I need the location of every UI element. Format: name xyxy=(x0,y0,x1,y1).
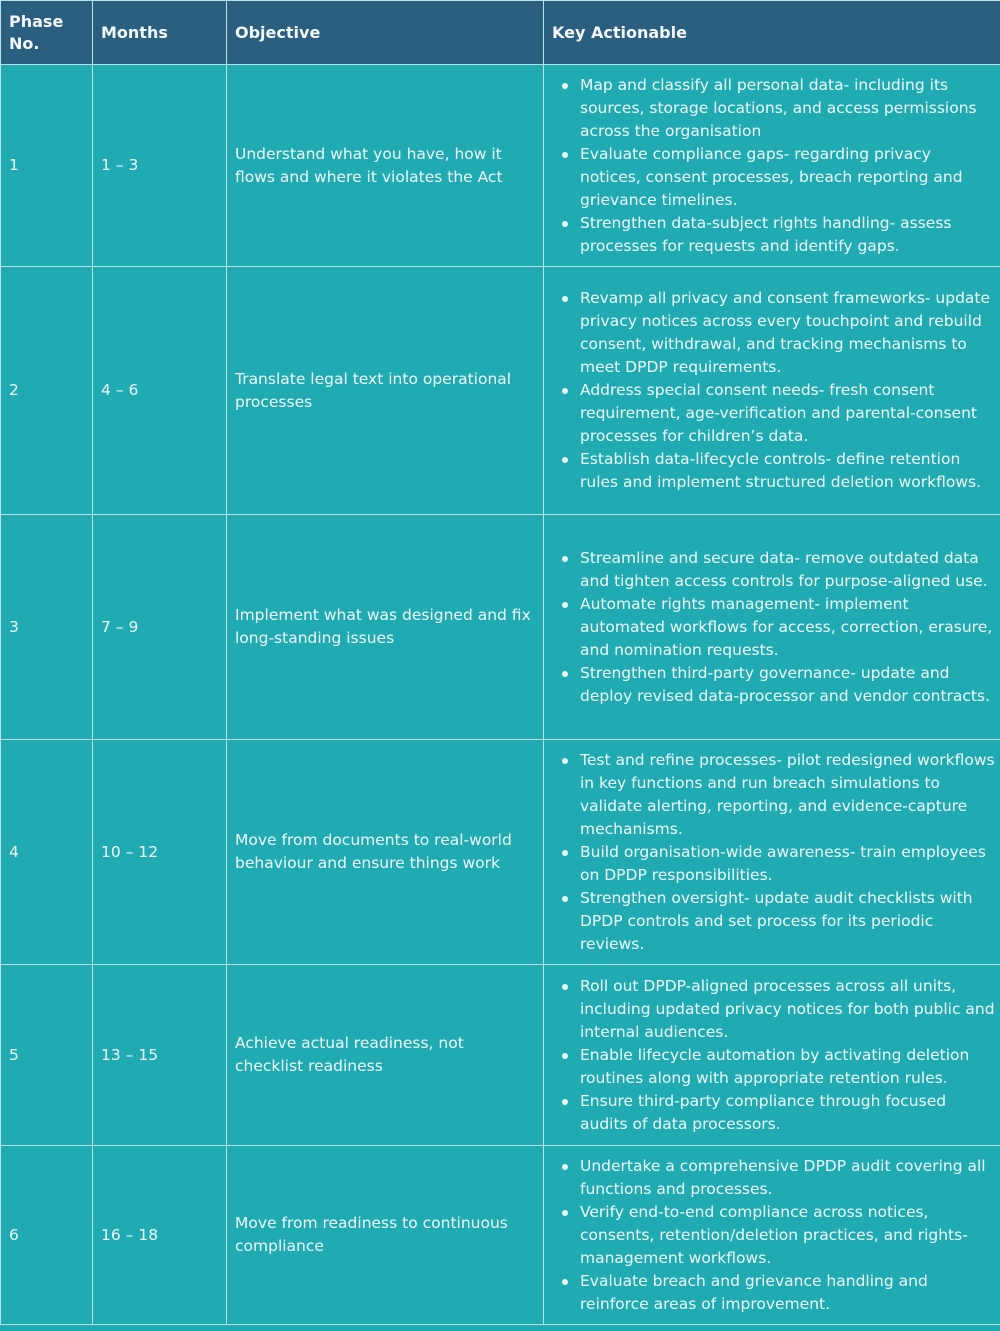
action-text: Revamp all privacy and consent frameworks- update privacy notices across every touchpoint and rebuild consent, withdrawal, and tracking mechanisms to meet DPDP requirements. xyxy=(580,289,991,376)
action-item xyxy=(580,143,996,212)
actions-cell xyxy=(544,740,1000,965)
action-text: Test and refine processes- pilot redesigned workflows in key functions and run breach simulations to validate alerting, reporting, and evidence-capture mechanisms. xyxy=(580,750,995,838)
bullet-icon xyxy=(562,1164,568,1170)
actions-cell xyxy=(544,267,1000,515)
action-item xyxy=(580,1201,996,1270)
months-cell: 10 – 12 xyxy=(93,740,227,965)
months-cell: 1 – 3 xyxy=(93,65,227,267)
action-item xyxy=(580,1155,996,1201)
action-item xyxy=(580,841,996,887)
action-text: Evaluate breach and grievance handling and reinforce areas of improvement. xyxy=(580,1271,928,1313)
bullet-icon xyxy=(562,896,568,902)
action-item xyxy=(580,379,996,448)
header-months: Months xyxy=(93,1,227,65)
actions-cell xyxy=(544,965,1000,1146)
table-row xyxy=(1,267,1000,515)
action-item xyxy=(580,662,996,708)
actions-list xyxy=(552,749,996,956)
action-text: Strengthen data-subject rights handling- assess processes for requests and identify gaps. xyxy=(580,213,952,255)
bullet-icon xyxy=(562,671,568,677)
actions-cell xyxy=(544,1146,1000,1325)
table-row xyxy=(1,740,1000,965)
table-row xyxy=(1,65,1000,267)
action-text: Strengthen oversight- update audit checklists with DPDP controls and set process for its periodic reviews. xyxy=(580,888,973,953)
action-item xyxy=(580,74,996,143)
action-text: Evaluate compliance gaps- regarding privacy notices, consent processes, breach reporting and grievance timelines. xyxy=(580,144,963,209)
phase-cell: 4 xyxy=(1,740,93,965)
header-objective: Objective xyxy=(227,1,544,65)
bullet-icon xyxy=(562,1099,568,1105)
action-item xyxy=(580,1090,996,1136)
bullet-icon xyxy=(562,221,568,227)
bullet-icon xyxy=(562,556,568,562)
action-text: Roll out DPDP-aligned processes across all units, including updated privacy notices for both public and internal audiences. xyxy=(580,976,995,1041)
bullet-icon xyxy=(562,1279,568,1285)
phase-cell: 5 xyxy=(1,965,93,1146)
table-header xyxy=(1,1,1000,65)
bullet-icon xyxy=(562,602,568,608)
action-text: Automate rights management- implement automated workflows for access, correction, erasure, and nomination requests. xyxy=(580,594,993,659)
actions-cell xyxy=(544,65,1000,267)
table-row xyxy=(1,965,1000,1146)
months-cell: 16 – 18 xyxy=(93,1146,227,1325)
phase-cell: 6 xyxy=(1,1146,93,1325)
objective-cell: Implement what was designed and fix long-standing issues xyxy=(227,515,544,740)
bullet-icon xyxy=(562,1053,568,1059)
months-cell: 13 – 15 xyxy=(93,965,227,1146)
actions-cell xyxy=(544,515,1000,740)
action-text: Streamline and secure data- remove outdated data and tighten access controls for purpose-aligned use. xyxy=(580,548,988,590)
header-phase-no: Phase No. xyxy=(1,1,93,65)
table-row xyxy=(1,1146,1000,1325)
objective-cell: Move from readiness to continuous compliance xyxy=(227,1146,544,1325)
action-text: Build organisation-wide awareness- train employees on DPDP responsibilities. xyxy=(580,842,986,884)
action-item xyxy=(580,448,996,494)
bullet-icon xyxy=(562,758,568,764)
action-text: Establish data-lifecycle controls- define retention rules and implement structured deletion workflows. xyxy=(580,450,982,491)
action-text: Undertake a comprehensive DPDP audit covering all functions and processes. xyxy=(580,1156,986,1198)
phase-cell: 3 xyxy=(1,515,93,740)
actions-list xyxy=(552,1155,996,1316)
header-key-actionable: Key Actionable xyxy=(544,1,1000,65)
bullet-icon xyxy=(562,1210,568,1216)
bullet-icon xyxy=(562,296,568,302)
actions-list xyxy=(552,74,996,258)
action-text: Strengthen third-party governance- update and deploy revised data-processor and vendor contracts. xyxy=(580,663,991,705)
table-row xyxy=(1,515,1000,740)
phase-cell: 2 xyxy=(1,267,93,515)
actions-list xyxy=(552,287,996,494)
header-row xyxy=(1,1,1000,65)
bullet-icon xyxy=(562,850,568,856)
table-body xyxy=(1,65,1000,1325)
objective-cell: Translate legal text into operational processes xyxy=(227,267,544,515)
actions-list xyxy=(552,547,996,708)
action-text: Verify end-to-end compliance across notices, consents, retention/deletion practices, and rights-management workflows. xyxy=(580,1202,968,1267)
action-item xyxy=(580,975,996,1044)
objective-cell: Understand what you have, how it flows and where it violates the Act xyxy=(227,65,544,267)
objective-cell: Move from documents to real-world behaviour and ensure things work xyxy=(227,740,544,965)
action-item xyxy=(580,593,996,662)
bullet-icon xyxy=(562,984,568,990)
action-item xyxy=(580,887,996,956)
months-cell: 4 – 6 xyxy=(93,267,227,515)
months-cell: 7 – 9 xyxy=(93,515,227,740)
action-text: Address special consent needs- fresh consent requirement, age-verification and parental-consent processes for children’s data. xyxy=(580,381,977,445)
objective-cell: Achieve actual readiness, not checklist readiness xyxy=(227,965,544,1146)
bullet-icon xyxy=(562,388,568,394)
bullet-icon xyxy=(562,457,568,463)
action-item xyxy=(580,1270,996,1316)
action-item xyxy=(580,1044,996,1090)
bullet-icon xyxy=(562,83,568,89)
action-text: Map and classify all personal data- including its sources, storage locations, and access permissions across the organisation xyxy=(580,75,977,140)
action-item xyxy=(580,749,996,841)
phase-cell: 1 xyxy=(1,65,93,267)
action-item xyxy=(580,287,996,379)
action-item xyxy=(580,212,996,258)
action-item xyxy=(580,547,996,593)
bullet-icon xyxy=(562,152,568,158)
action-text: Ensure third-party compliance through focused audits of data processors. xyxy=(580,1091,947,1133)
action-text: Enable lifecycle automation by activating deletion routines along with appropriate retention rules. xyxy=(580,1045,970,1087)
actions-list xyxy=(552,975,996,1136)
